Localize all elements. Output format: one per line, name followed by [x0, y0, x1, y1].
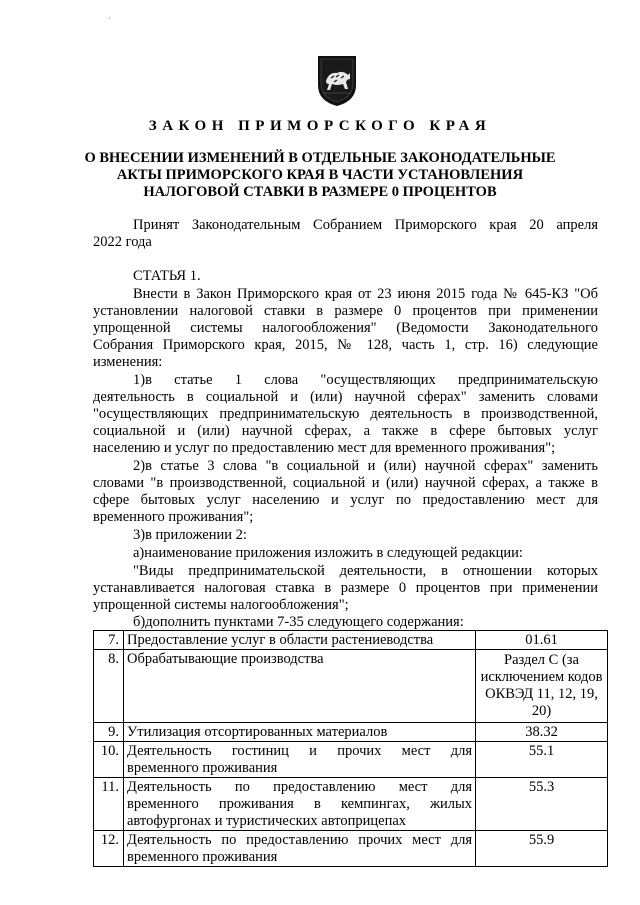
activity-name	[124, 723, 476, 742]
table-row	[94, 742, 608, 778]
row-number: 7.	[94, 631, 124, 650]
row-number: 9.	[94, 723, 124, 742]
table-row	[94, 723, 608, 742]
item-1-line: "осуществляющих предпринимательскую деятельность в производственной,	[93, 406, 598, 422]
okved-code: Раздел С (за исключением кодов ОКВЭД 11, 12, 19, 20)	[476, 650, 608, 723]
adoption-date: 2022 года	[93, 234, 152, 250]
scan-mark: ·	[108, 13, 111, 23]
item-3a-quote-line: упрощенной системы налогообложения";	[93, 597, 349, 613]
item-1-line: социальной и (или) научной сферах, а также в сфере бытовых услуг	[93, 423, 598, 439]
item-3a-line: а)наименование приложения изложить в следующей редакции:	[133, 545, 523, 561]
item-3a-quote-line: "Виды предпринимательской деятельности, в отношении которых	[133, 563, 598, 579]
table-row	[94, 778, 608, 831]
paragraph-line: Внести в Закон Приморского края от 23 июня 2015 года № 645-КЗ "Об	[133, 286, 598, 302]
paragraph-line: упрощенной системы налогообложения" (Ведомости Законодательного	[93, 320, 598, 336]
okved-code: 55.1	[476, 742, 608, 778]
okved-code: 55.9	[476, 831, 608, 867]
item-1-line: населению и услуг по предоставлению мест для временного проживания";	[93, 440, 556, 456]
activity-name-line: Деятельность по предоставлению мест для	[127, 779, 472, 795]
item-3b-line: б)дополнить пунктами 7-35 следующего содержания:	[133, 614, 464, 630]
item-2-line: 2)в статье 3 слова "в социальной и (или) научной сферах" заменить	[133, 458, 598, 474]
activity-name	[124, 778, 476, 831]
paragraph-line: изменения:	[93, 354, 163, 370]
table-row	[94, 650, 608, 723]
row-number: 10.	[94, 742, 124, 778]
coat-of-arms-icon	[317, 55, 357, 107]
paragraph-line: Собрания Приморского края, 2015, № 128, часть 1, стр. 16) следующие	[93, 337, 598, 353]
item-3a-quote-line: устанавливается налоговая ставка в размере 0 процентов при применении	[93, 580, 598, 596]
adoption-line: Принят Законодательным Собранием Приморского края 20 апреля	[133, 217, 598, 233]
activity-name-line: Утилизация отсортированных материалов	[127, 724, 388, 740]
activity-name-line: автофургонах и туристических автоприцепах	[127, 813, 407, 829]
row-number: 8.	[94, 650, 124, 723]
subtitle-line: О ВНЕСЕНИИ ИЗМЕНЕНИЙ В ОТДЕЛЬНЫЕ ЗАКОНОДАТЕЛЬНЫЕ	[84, 150, 556, 166]
activity-name-line: временного проживания в кемпингах, жилых	[127, 796, 472, 812]
activity-name	[124, 650, 476, 723]
law-subtitle	[40, 150, 600, 201]
activity-name-line: Деятельность гостиниц и прочих мест для	[127, 743, 472, 759]
activity-name	[124, 831, 476, 867]
activity-name-line: временного проживания	[127, 849, 278, 865]
okved-code: 55.3	[476, 778, 608, 831]
item-2-line: сфере бытовых услуг населению и услуг по предоставлению мест для	[93, 492, 598, 508]
activity-name-line: Обрабатывающие производства	[127, 651, 324, 667]
table-row	[94, 631, 608, 650]
item-2-line: временного проживания";	[93, 509, 254, 525]
row-number: 11.	[94, 778, 124, 831]
row-number: 12.	[94, 831, 124, 867]
okved-table	[93, 630, 608, 867]
activity-name-line: временного проживания	[127, 760, 278, 776]
item-3-line: 3)в приложении 2:	[133, 527, 247, 543]
item-2-line: словами "в производственной, социальной и (или) научной сферах, а также в	[93, 475, 598, 491]
subtitle-line: НАЛОГОВОЙ СТАВКИ В РАЗМЕРЕ 0 ПРОЦЕНТОВ	[143, 184, 497, 200]
paragraph-line: установлении налоговой ставки в размере 0 процентов при применении	[93, 303, 598, 319]
table-row	[94, 831, 608, 867]
activity-name	[124, 631, 476, 650]
activity-name	[124, 742, 476, 778]
item-1-line: деятельность в социальной и (или) научной сферах" заменить словами	[93, 389, 598, 405]
article-heading: СТАТЬЯ 1.	[133, 268, 201, 284]
activity-name-line: Предоставление услуг в области растениеводства	[127, 632, 434, 648]
subtitle-line: АКТЫ ПРИМОРСКОГО КРАЯ В ЧАСТИ УСТАНОВЛЕНИЯ	[116, 167, 524, 183]
item-1-line: 1)в статье 1 слова "осуществляющих предпринимательскую	[133, 372, 598, 388]
activity-name-line: Деятельность по предоставлению прочих мест для	[127, 832, 472, 848]
law-title: ЗАКОН ПРИМОРСКОГО КРАЯ	[148, 118, 492, 134]
okved-code: 01.61	[476, 631, 608, 650]
okved-code: 38.32	[476, 723, 608, 742]
